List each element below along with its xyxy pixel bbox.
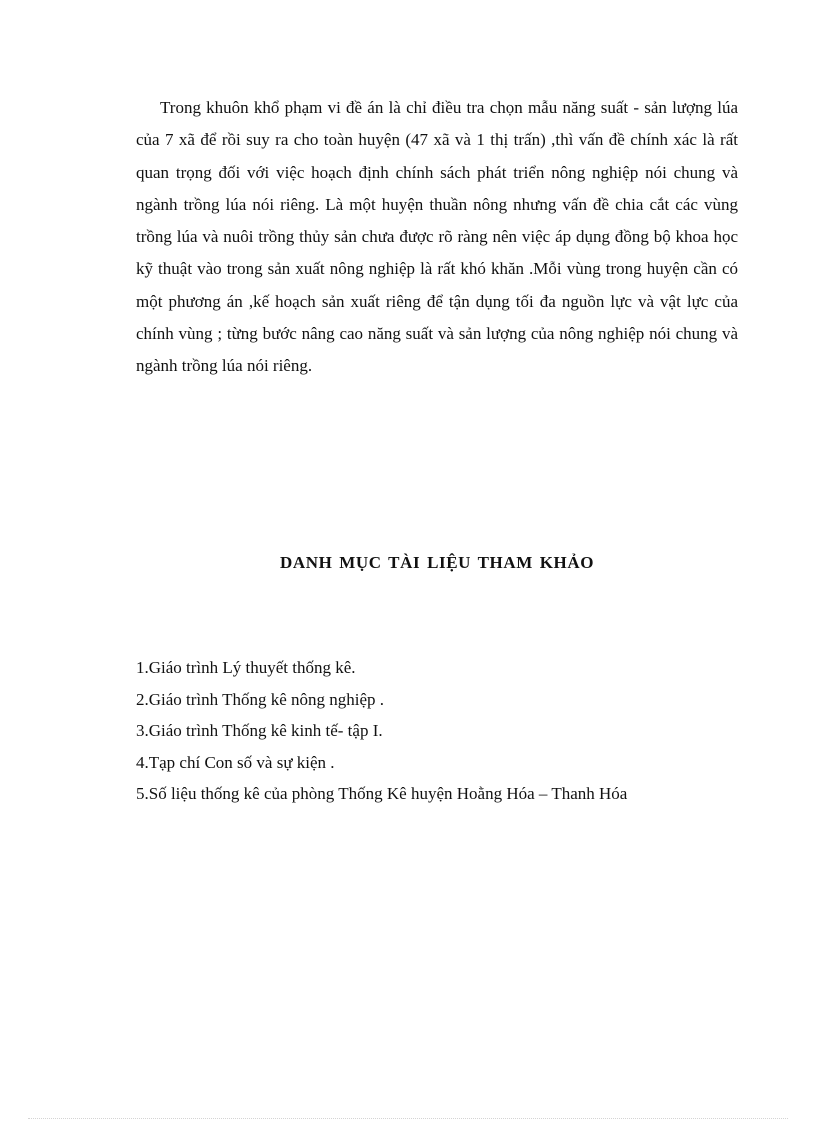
reference-item-1: 1.Giáo trình Lý thuyết thống kê. — [136, 658, 356, 677]
reference-item-2: 2.Giáo trình Thống kê nông nghiệp . — [136, 689, 385, 709]
reference-item-3: 3.Giáo trình Thống kê kinh tế- tập I. — [136, 721, 383, 740]
reference-item-4: 4.Tạp chí Con số và sự kiện . — [136, 752, 335, 772]
body-paragraph: Trong khuôn khổ phạm vi đề án là chỉ điều tra chọn mẫu năng suất - sản lượng lúa của 7 xã để rồi suy ra cho toàn huyện (47 xã và 1 thị trấn) ,thì vấn đề chính xác là rất quan trọng đối với việc hoạch định chính sách phát triển nông nghiệp nói chung và ngành trồng lúa nói riêng. Là một huyện thuần nông nhưng vấn đề chia cắt các vùng trồng lúa và nuôi trồng thủy sản chưa được rõ ràng nên việc áp dụng đồng bộ khoa học kỹ thuật vào trong sản xuất nông nghiệp là rất khó khăn .Mỗi vùng trong huyện cần có một phương án ,kế hoạch sản xuất riêng để tận dụng tối đa nguồn lực và vật lực của chính vùng ; từng bước nâng cao năng suất và sản lượng của nông nghiệp nói chung và ngành trồng lúa nói riêng. — [136, 98, 738, 376]
references-list — [136, 652, 738, 810]
references-heading: DANH MỤC TÀI LIỆU THAM KHẢO — [279, 553, 595, 572]
reference-item-5: 5.Số liệu thống kê của phòng Thống Kê huyện Hoằng Hóa – Thanh Hóa — [136, 784, 628, 803]
page-bottom-rule — [28, 1118, 788, 1119]
